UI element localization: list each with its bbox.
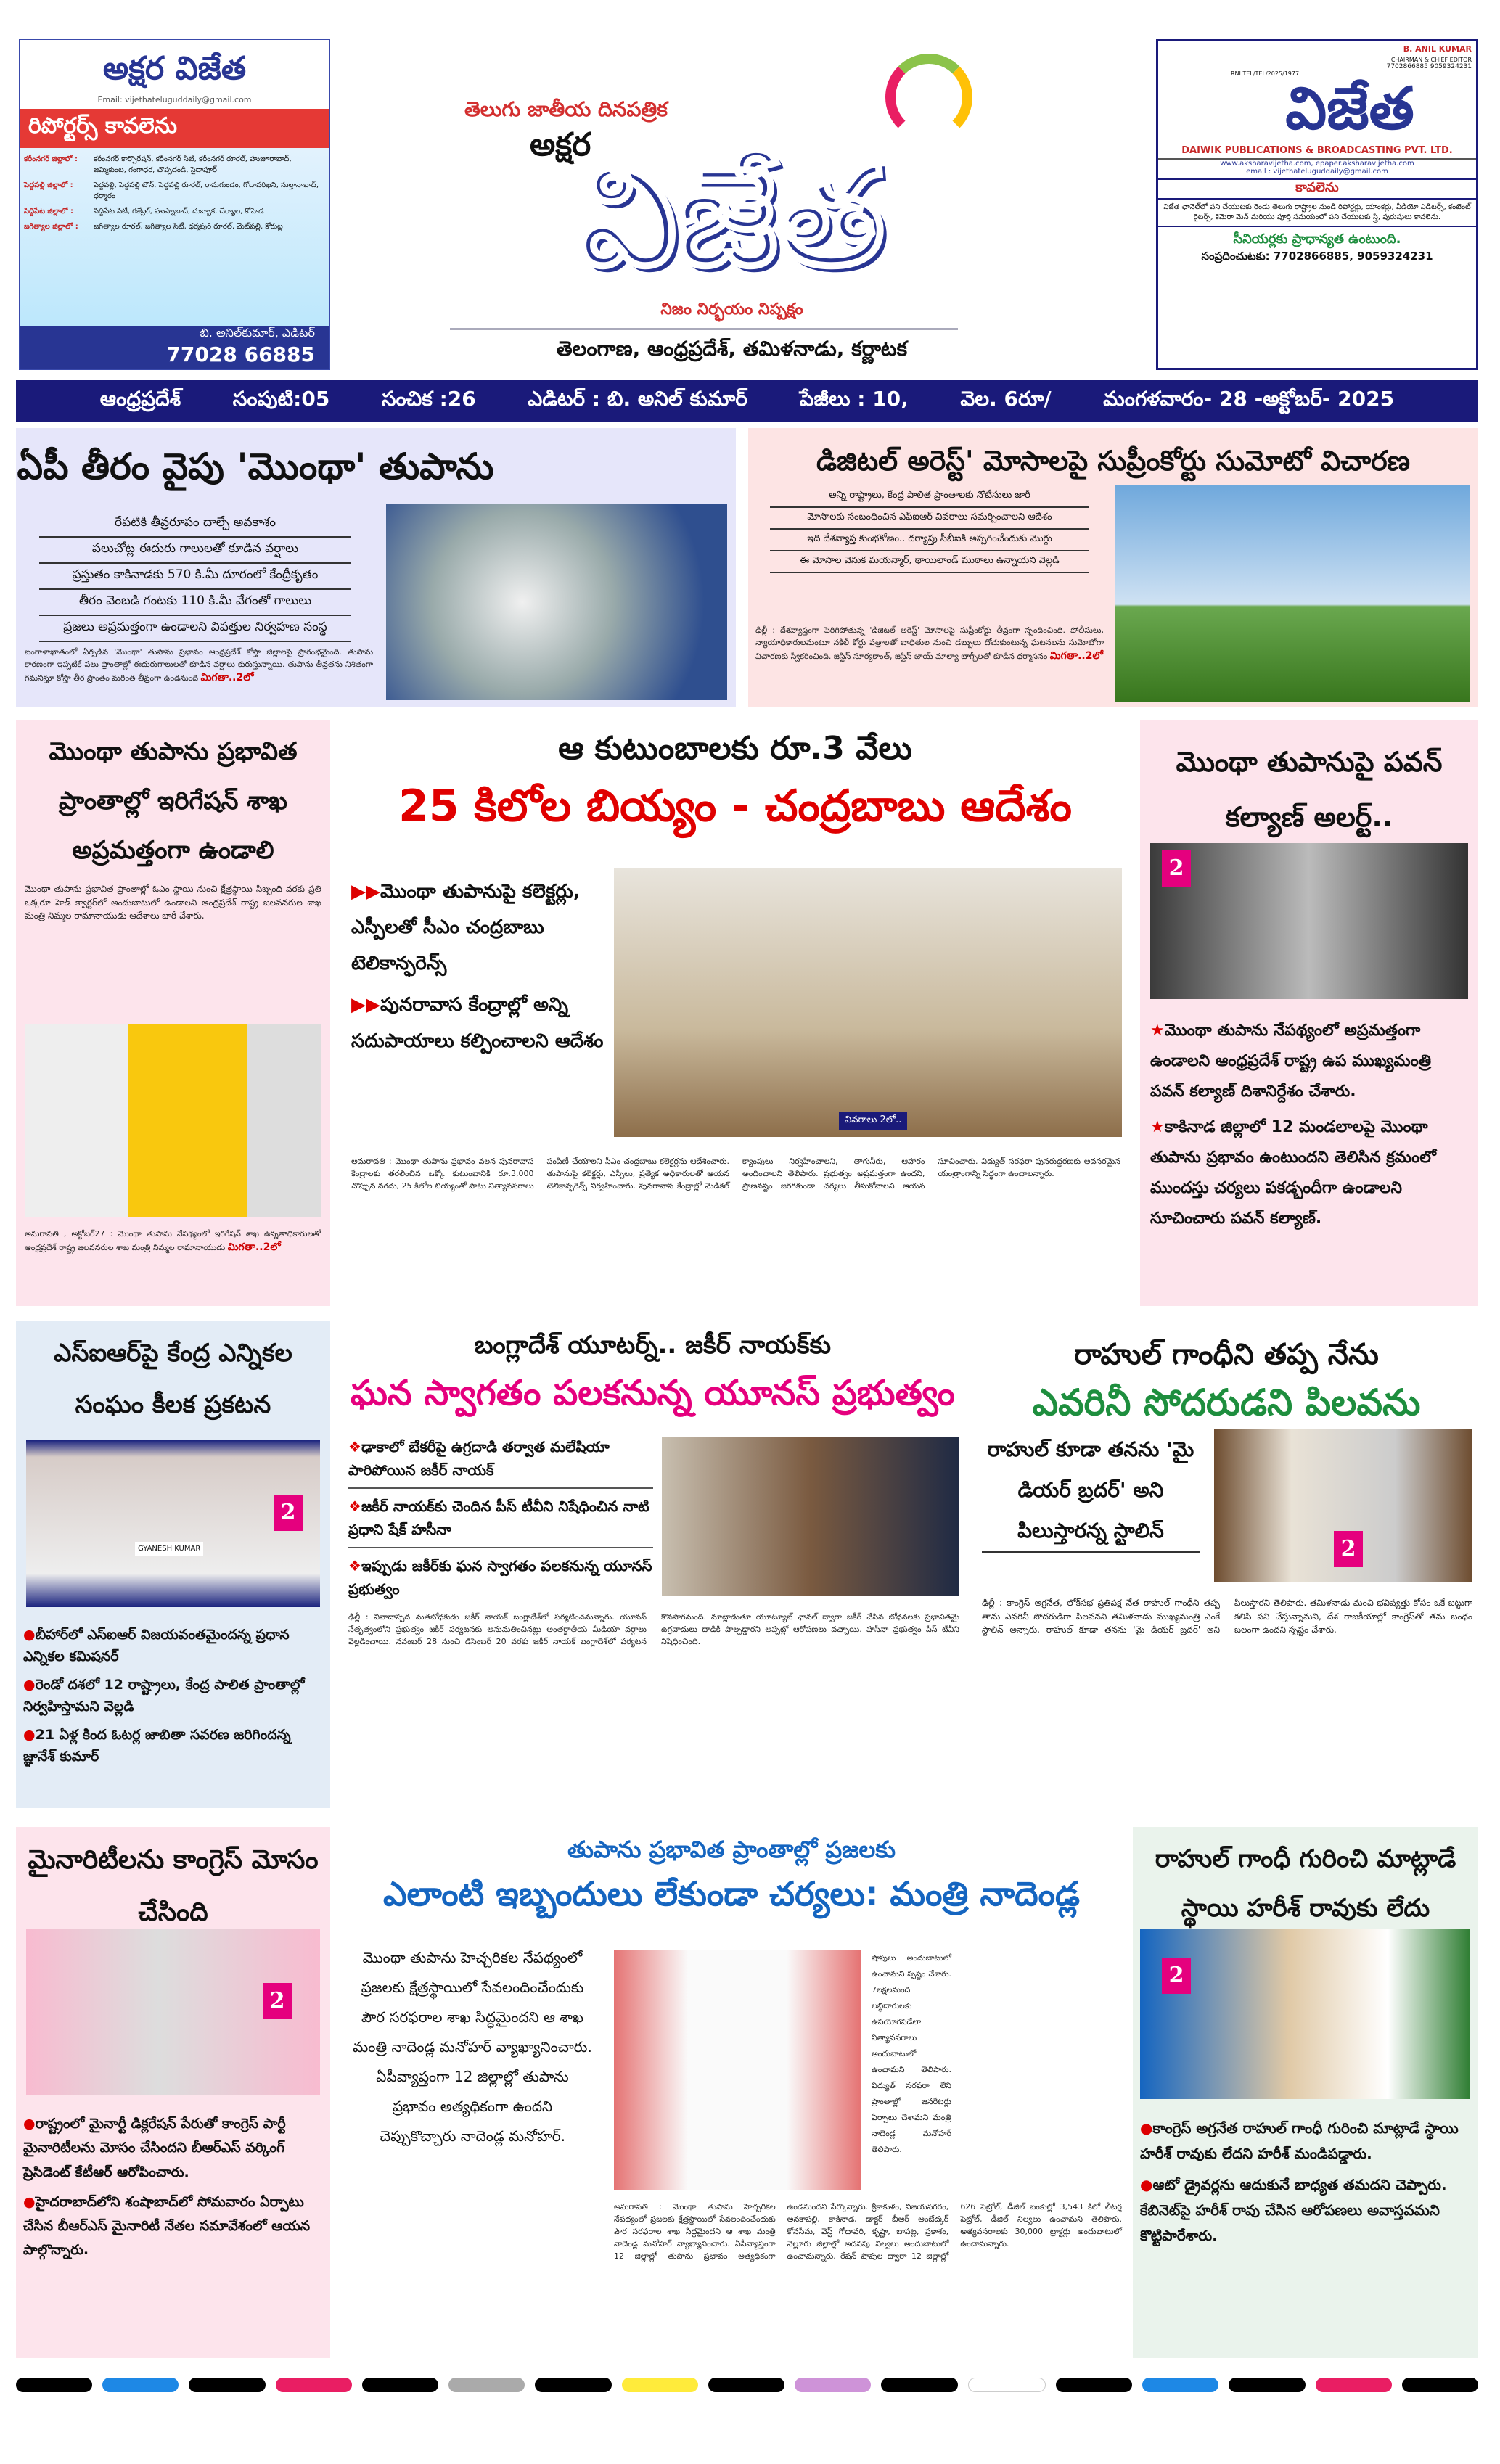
kicker: తుపాను ప్రభావిత ప్రాంతాల్లో ప్రజలకు bbox=[567, 1836, 896, 1863]
arrow-icon: ▶▶ bbox=[351, 994, 380, 1017]
satellite-image bbox=[386, 504, 727, 700]
left-ad-email: Email: vijethateluguddaily@gmail.com bbox=[97, 95, 252, 104]
bullet-text: మొంథా తుపానుపై కలెక్టర్లు, ఎస్పీలతో సీఎం చంద్రబాబు టెలికాన్ఫరెన్స్ bbox=[351, 881, 581, 974]
story-body: మొంథా తుపాను ప్రభావిత ప్రాంతాల్లో ఓఎం స్థాయి నుంచి క్షేత్రస్థాయి సిబ్బంది వరకు ప్రతి ఒక్కరూ హెడ్ క్వార్టర్‌లో అందుబాటులో ఉండాలని ఆంధ్రప్రదేశ్ రాష్ట్ర జలవనరుల శాఖ మంత్రి నిమ్మల రామానాయుడు ఆదేశాలు జారీ చేశారు. bbox=[25, 884, 321, 921]
story-body bbox=[755, 624, 1104, 665]
bullet-text: జకీర్ నాయక్‌కు చెందిన పీస్ టీవీని నిషేధించిన నాటి ప్రధాని షేక్ హసీనా bbox=[348, 1498, 649, 1538]
senior-note: సీనియర్లకు ప్రాధాన్యత ఉంటుంది. bbox=[1233, 231, 1401, 247]
district-label: జగిత్యాల జిల్లాలో : bbox=[24, 223, 78, 231]
bullet-text: 21 ఏళ్ల కింద ఓటర్ల జాబితా సవరణ జరిగిందన్న జ్ఞానేశ్ కుమార్ bbox=[23, 1726, 291, 1765]
bullet bbox=[351, 987, 612, 1059]
story-nadendla bbox=[338, 1827, 1125, 2358]
diamond-icon: ❖ bbox=[348, 1438, 361, 1455]
story-irrigation-alert bbox=[16, 720, 330, 1306]
peacock-icon bbox=[885, 54, 972, 141]
diamond-icon: ❖ bbox=[348, 1498, 361, 1515]
caption-text: అమరావతి , అక్టోబర్27 : మొంథా తుపాను నేపథ్యంలో ఇరిగేషన్ శాఖ ఉన్నతాధికారులతో ఆంధ్రప్రదేశ్ రాష్ట్ర జలవనరుల శాఖ మంత్రి నిమ్మల రామానాయుడు bbox=[25, 1229, 321, 1253]
headline: ఎస్ఐఆర్‌పై కేంద్ర ఎన్నికల సంఘం కీలక ప్రకటన bbox=[54, 1339, 292, 1420]
page-ref-badge: 2 bbox=[1334, 1531, 1363, 1567]
price: వెల. 6రూ/ bbox=[960, 387, 1052, 411]
bullet bbox=[23, 1724, 324, 1768]
email: email : vijethateluguddaily@gmail.com bbox=[1158, 168, 1476, 180]
arrow-icon: ▶▶ bbox=[351, 881, 380, 903]
district-areas: కరీంనగర్ కార్పొరేషన్, కరీంనగర్ సిటీ, కరీంనగర్ రూరల్, హుజూరాబాద్, జమ్మికుంట, గంగాధర, చొప్పదండి, సైదాపూర్ bbox=[94, 155, 292, 174]
headline: ఏపీ తీరం వైపు 'మొంథా' తుపాను bbox=[17, 445, 494, 488]
reg-number: RNI TEL/TEL/2025/1977 bbox=[1231, 70, 1300, 77]
volume: సంపుటి:05 bbox=[232, 387, 330, 411]
headline: రాహుల్ గాంధీ గురించి మాట్లాడే స్థాయి హరీశ్ రావుకు లేదు bbox=[1155, 1844, 1456, 1923]
district-areas: పెద్దపల్లి, పెద్దపల్లి టౌన్, పెద్దపల్లి రూరల్, రామగుండం, గోదావరిఖని, సుల్తానాబాద్, ధర్మారం bbox=[94, 181, 319, 200]
district-label: సిద్దిపేట జిల్లాలో : bbox=[24, 208, 73, 215]
bullet bbox=[23, 2112, 324, 2185]
bullet-text: ఇప్పుడు జకీర్‌కు ఘన స్వాగతం పలకనున్న యూనస్ ప్రభుత్వం bbox=[348, 1557, 652, 1598]
bullet bbox=[23, 1674, 324, 1718]
district-row bbox=[24, 154, 325, 176]
contact-numbers: సంప్రదించుటకు: 7702866885, 9059324231 bbox=[1201, 250, 1433, 263]
company-name: DAIWIK PUBLICATIONS & BROADCASTING PVT. LTD. bbox=[1158, 145, 1476, 160]
wanted-label: కావలెను bbox=[1158, 180, 1476, 200]
story-body bbox=[25, 646, 373, 686]
right-ad-logo: విజేత bbox=[1285, 75, 1414, 142]
page-ref-badge: 2 bbox=[274, 1495, 303, 1531]
zakir-naik-photo bbox=[662, 1437, 959, 1596]
body-text: బంగాళాఖాతంలో ఏర్పడిన 'మొంథా' తుపాను ప్రభావం ఆంధ్రప్రదేశ్ కోస్తా జిల్లాలపై ప్రారంభమైంది. తుపాను కారణంగా ఇప్పటికే పలు ప్రాంతాల్లో ఈదురుగాలులతో కూడిన వర్షాలు కురుస్తున్నాయి. తుపాను తీవ్రతను నిశితంగా గమనిస్తూ కోస్తా తీర ప్రాంతం మరింత తీవ్రంగా ఉండనుంది bbox=[25, 647, 373, 683]
district-label: కరీంనగర్ జిల్లాలో : bbox=[24, 155, 78, 163]
side-text: షాపులు అందుబాటులో ఉంచామని స్పష్టం చేశారు. 7లక్షలమంది లబ్ధిదారులకు ఉపయోగపడేలా నిత్యావసరాలు అందుబాటులో ఉంచామని తెలిపారు. విద్యుత్ సరఫరా లేని ప్రాంతాల్లో జనరేటర్లు ఏర్పాటు చేశామని మంత్రి నాదెండ్ల మనోహర్ తెలిపారు. bbox=[872, 1953, 951, 2154]
bullet-dot-icon: ● bbox=[23, 2116, 36, 2132]
diamond-icon: ❖ bbox=[348, 1557, 361, 1574]
subheading: మోసాలకు సంబంధించిన ఎఫ్ఐఆర్ వివరాలు సమర్పించాలని ఆదేశం bbox=[770, 508, 1089, 530]
headline: ఎవరినీ సోదరుడని పిలవను bbox=[1032, 1381, 1421, 1424]
owner-role: CHAIRMAN & CHIEF EDITOR bbox=[1390, 57, 1472, 63]
district-row bbox=[24, 221, 325, 232]
photo-caption bbox=[25, 1228, 321, 1256]
district-row bbox=[24, 180, 325, 202]
bullet-text: కాకినాడ జిల్లాలో 12 మండలాలపై మొంథా తుపాను ప్రభావం ఉంటుందని తెలిసిన క్రమంలో ముందస్తు చర్యలు పకడ్బందీగా ఉండాలని సూచించారు పవన్ కల్యాణ్. bbox=[1150, 1118, 1436, 1228]
story-zakir-naik bbox=[338, 1321, 967, 1808]
left-ad-reporters-wanted bbox=[19, 39, 330, 370]
headline: ఘన స్వాగతం పలకనున్న యూనస్ ప్రభుత్వం bbox=[351, 1372, 955, 1413]
page-count: పేజీలు : 10, bbox=[799, 387, 909, 411]
kicker: ఆ కుటుంబాలకు రూ.3 వేలు bbox=[558, 730, 912, 767]
district-label: పెద్దపల్లి జిల్లాలో : bbox=[24, 181, 73, 189]
bullet bbox=[348, 1554, 653, 1601]
headline: ఎలాంటి ఇబ్బందులు లేకుండా చర్యలు: మంత్రి నాదెండ్ల bbox=[382, 1874, 1081, 1914]
bullet-text: బీహార్‌లో ఎస్ఐఆర్ విజయవంతమైందన్న ప్రధాన ఎన్నికల కమిషనర్ bbox=[23, 1627, 290, 1665]
story-ktr-minorities bbox=[16, 1827, 330, 2358]
story-election-commission bbox=[16, 1321, 330, 1808]
masthead-title: విజేత bbox=[578, 136, 885, 297]
page-ref-badge: 2 bbox=[1162, 1958, 1191, 1994]
owner-name: B. ANIL KUMAR bbox=[1403, 44, 1472, 54]
bullet-text: కాంగ్రెస్ అగ్రనేత రాహుల్ గాంధీ గురించి మాట్లాడే స్థాయి హరీశ్ రావుకు లేదని హరీశ్ మండిపడ్డారు. bbox=[1140, 2119, 1459, 2162]
pawan-kalyan-photo bbox=[1150, 843, 1468, 999]
bullet bbox=[1150, 1112, 1470, 1233]
bullet-text: ఢాకాలో బేకరీపై ఉగ్రదాడి తర్వాత మలేషియా పారిపోయిన జకీర్ నాయక్ bbox=[348, 1438, 610, 1479]
headline: మైనారిటీలను కాంగ్రెస్ మోసం చేసింది bbox=[28, 1845, 319, 1927]
story-body: అమరావతి : మొంథా తుపాను ప్రభావం వలన పునరావాస కేంద్రాలకు తరలించిన ఒక్కో కుటుంబానికి రూ.3,000 చొప్పున నగదు, 25 కిలోల బియ్యంతో పాటు నిత్యావసరాలు పంపిణీ చేయాలని సీఎం చంద్రబాబు కలెక్టర్లను ఆదేశించారు. తుపానుపై కలెక్టర్లు, ఎస్పీలు, ప్రత్యేక అధికారులతో ఆయన టెలికాన్ఫరెన్స్ నిర్వహించారు. పునరావాస కేంద్రాల్లో మెడికల్ క్యాంపులు నిర్వహించాలని, తాగునీరు, ఆహారం అందించాలని తెలిపారు. ప్రభుత్వం అప్రమత్తంగా ఉందని, ప్రాణనష్టం జరగకుండా చర్యలు తీసుకోవాలని ఆయన సూచించారు. విద్యుత్ సరఫరా పునరుద్ధరణకు అవసరమైన యంత్రాంగాన్ని సిద్ధంగా ఉంచాలన్నారు. bbox=[351, 1157, 1120, 1191]
masthead-divider bbox=[450, 328, 958, 330]
masthead-tagline: తెలుగు జాతీయ దినపత్రిక bbox=[464, 97, 668, 121]
continued-link[interactable]: మిగతా..2లో bbox=[227, 1241, 281, 1254]
continued-link[interactable]: మిగతా..2లో bbox=[200, 672, 254, 684]
bullet-text: ఆటో డ్రైవర్లను ఆదుకునే బాధ్యత తమదని చెప్పారు. కేబినెట్‌పై హరీశ్ రావు చేసిన ఆరోపణలు అవాస్తవమని కొట్టిపారేశారు. bbox=[1140, 2176, 1447, 2244]
nameplate: GYANESH KUMAR bbox=[135, 1542, 203, 1556]
subheading: అన్ని రాష్ట్రాలు, కేంద్ర పాలిత ప్రాంతాలకు నోటీసులు జారీ bbox=[770, 486, 1089, 508]
headline: మొంథా తుపానుపై పవన్ కల్యాణ్ అలర్ట్.. bbox=[1176, 746, 1443, 833]
right-ad-channel bbox=[1156, 39, 1478, 370]
page-ref-badge: 2 bbox=[263, 1983, 292, 2019]
subheading: రేపటికి తీవ్రరూపం దాల్చే అవకాశం bbox=[39, 512, 351, 538]
bullet-text: పునరావాస కేంద్రాల్లో అన్ని సదుపాయాలు కల్పించాలని ఆదేశం bbox=[351, 994, 604, 1052]
bullet bbox=[1140, 2172, 1470, 2249]
contact-phone: 77028 66885 bbox=[166, 342, 315, 366]
masthead-prefix: అక్షర bbox=[530, 126, 591, 163]
bullet bbox=[348, 1495, 653, 1548]
subheading: ఈ మోసాల వెనుక మయన్మార్, థాయిలాండ్ ముఠాలు ఉన్నాయని వెల్లడి bbox=[770, 551, 1089, 573]
bullet bbox=[23, 2190, 324, 2263]
subheading: పలుచోట్ల ఈదురు గాలులతో కూడిన వర్షాలు bbox=[39, 538, 351, 564]
district-areas: సిద్దిపేట సిటీ, గజ్వేల్, హుస్నాబాద్, దుబ్బాక, చేర్యాల, కోహెడ bbox=[94, 208, 264, 215]
subheading: ప్రజలు అప్రమత్తంగా ఉండాలని విపత్తుల నిర్వహణ సంస్థ bbox=[39, 616, 351, 642]
website: www.aksharavijetha.com, epaper.aksharavijetha.com bbox=[1220, 160, 1414, 168]
print-color-bar bbox=[16, 2378, 1478, 2392]
bullet-text: రెండో దశలో 12 రాష్ట్రాలు, కేంద్ర పాలిత ప్రాంతాల్లో నిర్వహిస్తామని వెల్లడి bbox=[23, 1676, 305, 1715]
headline: డిజిటల్ అరెస్ట్' మోసాలపై సుప్రీంకోర్టు సుమోటో విచారణ bbox=[816, 445, 1411, 477]
district-row bbox=[24, 206, 325, 217]
story-body: ఢిల్లీ : వివాదాస్పద మతబోధకుడు జకీర్ నాయక్ బంగ్లాదేశ్‌లో పర్యటించనున్నారు. యూనస్ నేతృత్వంలోని ప్రభుత్వం జకీర్ పర్యటనకు అనుమతించినట్లు అంతర్జాతీయ మీడియా వర్గాలు వెల్లడించాయి. నవంబర్ 28 నుంచి డిసెంబర్ 20 వరకు జకీర్ నాయక్ బంగ్లాదేశ్‌లో పర్యటన కొనసాగనుంది. మాట్లాడుతూ యూట్యూబ్ ఛానల్ ద్వారా జకీర్ చేసిన బోధనలకు ప్రభావితమై ఉగ్రవాదులు దాడికి పాల్పడ్డారని అప్పట్లో ఆరోపణలు వచ్చాయి. హసీనా ప్రభుత్వం పీస్ టీవీని నిషేధించింది. bbox=[348, 1612, 959, 1647]
star-icon: ★ bbox=[1150, 1022, 1165, 1040]
story-harish-rao bbox=[1133, 1827, 1478, 2358]
bullet bbox=[351, 874, 612, 982]
wanted-text: విజేత ఛానెల్‌లో పని చేయుటకు రెండు తెలుగు రాష్ట్రాల నుండి రిపోర్టర్లు, యాంకర్లు, వీడియో ఎడిటర్స్, కంటెంట్ రైటర్స్, కెమెరా మెన్ మరియు పూర్తి సమయంలో పని చేయుటకు స్త్రీ, పురుషులు కావలెను. bbox=[1158, 200, 1476, 227]
teleconference-photo bbox=[614, 868, 1122, 1137]
left-ad-contact bbox=[20, 326, 329, 369]
story-stalin-rahul bbox=[975, 1321, 1478, 1808]
subheading: ప్రస్తుతం కాకినాడకు 570 కి.మీ దూరంలో కేంద్రీకృతం bbox=[39, 564, 351, 590]
bullet-text: మొంథా తుపాను నేపథ్యంలో అప్రమత్తంగా ఉండాలని ఆంధ్రప్రదేశ్ రాష్ట్ర ఉప ముఖ్యమంత్రి పవన్ కల్యాణ్ దిశానిర్దేశం చేశారు. bbox=[1150, 1022, 1432, 1101]
story-body: అమరావతి : మొంథా తుపాను హెచ్చరికల నేపథ్యంలో ప్రజలకు క్షేత్రస్థాయిలో సేవలందించేందుకు పౌర సరఫరాల శాఖ సిద్ధమైందని ఆ శాఖ మంత్రి నాదెండ్ల మనోహర్ వ్యాఖ్యానించారు. ఏపీవ్యాప్తంగా 12 జిల్లాల్లో తుపాను ప్రభావం అత్యధికంగా ఉండనుందని పేర్కొన్నారు. శ్రీకాకుళం, విజయనగరం, అనకాపల్లి, కాకినాడ, డాక్టర్ బీఆర్ అంబేద్కర్ కోనసీమ, వెస్ట్ గోదావరి, కృష్ణా, బాపట్ల, ప్రకాశం, నెల్లూరు జిల్లాల్లో అదనపు నిల్వలు అందుబాటులో ఉంచామన్నారు. రేషన్ షాపుల ద్వారా 12 జిల్లాల్లో 626 పెట్రోల్, డీజిల్ బంకుల్లో 3,543 కిలో లీటర్ల పెట్రోల్, డీజిల్ నిల్వలు ఉంచామని తెలిపారు. అత్యవసరాలకు 30,000 ట్రాక్టర్లు అందుబాటులో ఉంచామన్నారు. bbox=[614, 2202, 1122, 2262]
issue-number: సంచిక :26 bbox=[381, 387, 476, 411]
date: మంగళవారం- 28 -అక్టోబర్- 2025 bbox=[1103, 387, 1395, 411]
page-ref-badge: 2 bbox=[1162, 850, 1191, 887]
subheading: తీరం వెంబడి గంటకు 110 కి.మీ వేగంతో గాలులు bbox=[39, 590, 351, 616]
bullet bbox=[1150, 1016, 1470, 1106]
district-areas: జగిత్యాల రూరల్, జగిత్యాల సిటీ, ధర్మపురి రూరల్, మెట్‌పల్లి, కోరుట్ల bbox=[94, 223, 283, 231]
story-body: ఢిల్లీ : కాంగ్రెస్ అగ్రనేత, లోక్‌సభ ప్రతిపక్ష నేత రాహుల్ గాంధీని తప్ప తాను ఎవరినీ సోదరుడిగా పిలవనని తమిళనాడు ముఖ్యమంత్రి ఎంకే స్టాలిన్ అన్నారు. రాహుల్ కూడా తనను 'మై డియర్ బ్రదర్' అని పిలుస్తారని తెలిపారు. తమిళనాడు మంచి భవిష్యత్తు కోసం ఒకే జట్టుగా కలిసి పని చేస్తున్నామని, దేశ రాజకీయాల్లో కాంగ్రెస్‌తో తమ బంధం బలంగా ఉందని స్పష్టం చేశారు. bbox=[982, 1598, 1472, 1635]
supreme-court-photo bbox=[1115, 485, 1470, 702]
story-digital-arrest bbox=[748, 428, 1478, 707]
bullet-dot-icon: ● bbox=[1140, 2119, 1153, 2137]
bullet bbox=[348, 1435, 653, 1489]
issue-info-bar bbox=[16, 380, 1478, 422]
bullet-dot-icon: ● bbox=[23, 1676, 36, 1693]
bullet-dot-icon: ● bbox=[23, 1726, 36, 1743]
story-cyclone-montha bbox=[16, 428, 736, 707]
lead-text: మొంథా తుపాను హెచ్చరికల నేపథ్యంలో ప్రజలకు క్షేత్రస్థాయిలో సేవలందించేందుకు పౌర సరఫరాల శాఖ సిద్ధమైందని ఆ శాఖ మంత్రి నాదెండ్ల మనోహర్ వ్యాఖ్యానించారు. ఏపీవ్యాప్తంగా 12 జిల్లాల్లో తుపాను ప్రభావం అత్యధికంగా ఉందని చెప్పుకొచ్చారు నాదెండ్ల మనోహర్. bbox=[353, 1949, 592, 2145]
contact-name: బి. అనిల్‌కుమార్, ఎడిటర్ bbox=[200, 326, 315, 340]
bullet-dot-icon: ● bbox=[23, 1627, 36, 1643]
star-icon: ★ bbox=[1150, 1118, 1165, 1137]
photo-more-label[interactable]: వివరాలు 2లో.. bbox=[839, 1112, 907, 1130]
story-pawan-alert bbox=[1140, 720, 1478, 1306]
masthead-states: తెలంగాణ, ఆంధ్రప్రదేశ్, తమిళనాడు, కర్ణాటక bbox=[556, 337, 908, 361]
left-ad-logo: అక్షర విజేత bbox=[102, 50, 247, 87]
masthead-motto: నిజం నిర్భయం నిష్పక్షం bbox=[660, 300, 803, 319]
headline: 25 కిలోల బియ్యం - చంద్రబాబు ఆదేశం bbox=[398, 781, 1072, 832]
owner-phones: 7702866885 9059324231 bbox=[1386, 63, 1472, 70]
story-cm-relief bbox=[338, 720, 1132, 1306]
congress-leader-photo bbox=[1140, 1929, 1470, 2099]
bullet-dot-icon: ● bbox=[23, 2193, 36, 2210]
masthead-logo bbox=[363, 39, 1101, 370]
kicker: బంగ్లాదేశ్ యూటర్న్.. జకీర్ నాయక్‌కు bbox=[474, 1331, 832, 1360]
subheading: రాహుల్ కూడా తనను 'మై డియర్ బ్రదర్' అని పిలుస్తారన్న స్టాలిన్ bbox=[982, 1429, 1200, 1553]
minister-photo bbox=[25, 1024, 321, 1217]
nadendla-photo bbox=[614, 1950, 861, 2190]
bullet bbox=[1140, 2116, 1470, 2167]
headline: మొంథా తుపాను ప్రభావిత ప్రాంతాల్లో ఇరిగేషన్ శాఖ అప్రమత్తంగా ఉండాలి bbox=[49, 737, 298, 865]
left-ad-banner: రిపోర్టర్స్ కావలెను bbox=[20, 109, 329, 148]
kicker: రాహుల్ గాంధీని తప్ప నేను bbox=[1074, 1338, 1379, 1371]
subheading: ఇది దేశవ్యాప్త కుంభకోణం.. దర్యాప్తు సీబీఐకి అప్పగించేందుకు మొగ్గు bbox=[770, 530, 1089, 551]
bullet bbox=[23, 1624, 324, 1668]
edition-state: ఆంధ్రప్రదేశ్ bbox=[99, 387, 181, 411]
editor: ఎడిటర్ : బి. అనిల్ కుమార్ bbox=[528, 387, 748, 411]
body-text: ఢిల్లీ : దేశవ్యాప్తంగా పెరిగిపోతున్న 'డిజిటల్ అరెస్ట్' మోసాలపై సుప్రీంకోర్టు తీవ్రంగా స్పందించింది. పోలీసులు, న్యాయాధికారులమంటూ నకిలీ కోర్టు పత్రాలతో బాధితుల నుంచి డబ్బులు దోచుకుంటున్న ఘటనలను సుమోటోగా విచారణకు స్వీకరించింది. జస్టిస్ సూర్యకాంత్, జస్టిస్ జాయ్ మాల్యా బాగ్చీలతో కూడిన ధర్మాసనం bbox=[755, 625, 1104, 662]
bullet-dot-icon: ● bbox=[1140, 2176, 1153, 2193]
bullet-text: హైదరాబాద్‌లోని శంషాబాద్‌లో సోమవారం ఏర్పాటు చేసిన బీఆర్ఎస్ మైనారిటీ నేతల సమావేశంలో ఆయన పాల్గొన్నారు. bbox=[23, 2193, 311, 2259]
continued-link[interactable]: మిగతా..2లో bbox=[1049, 650, 1103, 662]
bullet-text: రాష్ట్రంలో మైనార్టీ డిక్లరేషన్ పేరుతో కాంగ్రెస్ పార్టీ మైనారిటీలను మోసం చేసిందని బీఆర్ఎస్ వర్కింగ్ ప్రెసిడెంట్ కేటీఆర్ ఆరోపించారు. bbox=[23, 2116, 286, 2180]
